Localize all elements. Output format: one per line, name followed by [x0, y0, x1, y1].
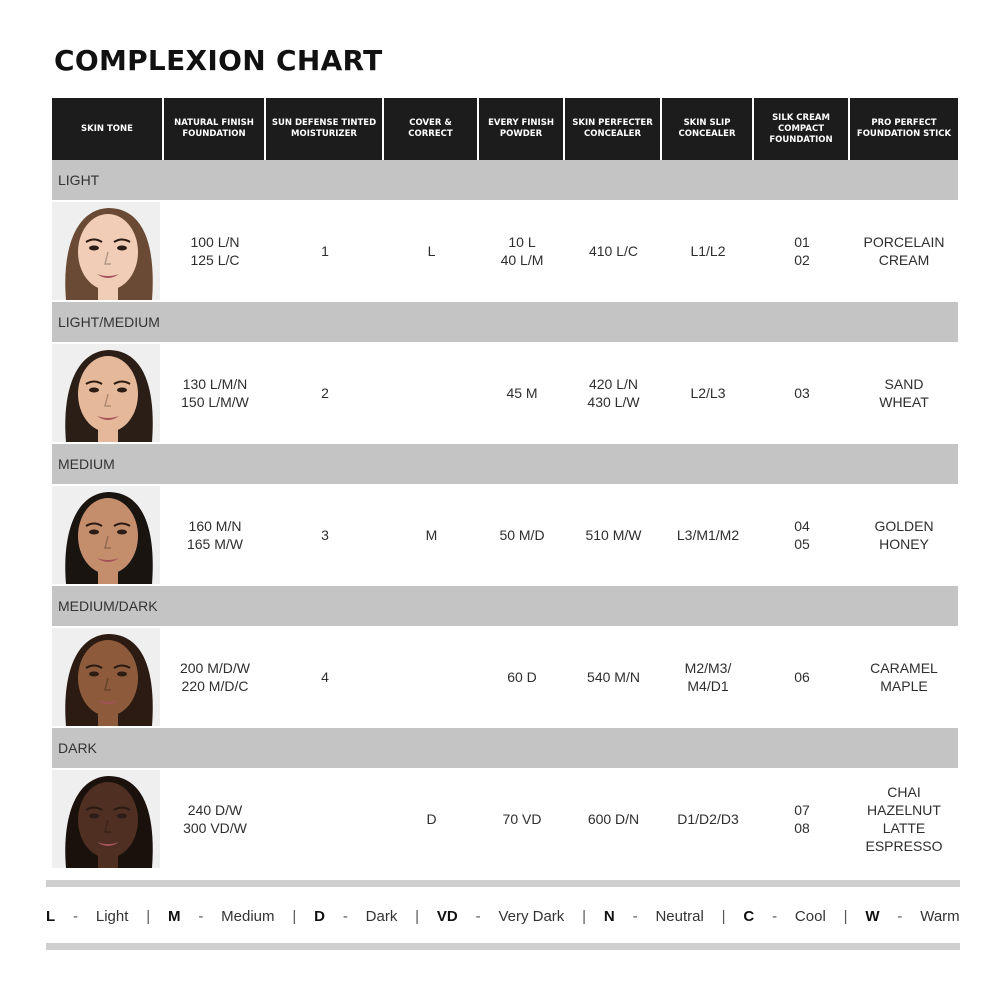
cell-silk-cream-compact-foundation: 01 02 [794, 234, 810, 268]
face-medium-photo [52, 486, 160, 584]
cell-every-finish-powder: 60 D [507, 669, 537, 685]
cell-skin-perfecter-concealer: 510 M/W [585, 527, 642, 543]
header-natural-finish-foundation: NATURAL FINISH FOUNDATION [164, 98, 266, 160]
cell-natural-finish-foundation: 100 L/N 125 L/C [190, 234, 240, 268]
legend-top-rule [46, 880, 960, 887]
legend-separator: | [146, 907, 151, 925]
cell-skin-slip-concealer: L3/M1/M2 [676, 527, 740, 543]
cell-skin-slip-concealer: L2/L3 [690, 385, 726, 401]
cell-cover-and-correct [384, 626, 479, 728]
cell-skin-perfecter-concealer: 540 M/N [587, 669, 640, 685]
group-label-light-medium: LIGHT/MEDIUM [52, 302, 958, 342]
legend-value: Cool [794, 907, 826, 925]
skin-tone-photo-cell [52, 484, 164, 586]
cell-sun-defense-tinted-moisturizer: 3 [321, 527, 329, 543]
table-row [52, 626, 958, 728]
cell-natural-finish-foundation: 200 M/D/W 220 M/D/C [179, 660, 250, 694]
cell-skin-slip-concealer: M2/M3/ M4/D1 [684, 660, 732, 694]
skin-tone-photo-cell [52, 626, 164, 728]
page-title: COMPLEXION CHART [54, 44, 383, 77]
legend-dash: - [897, 907, 903, 925]
legend-bottom-rule [46, 943, 960, 950]
face-medium-dark-photo [52, 628, 160, 726]
header-pro-perfect-foundation-stick: PRO PERFECT FOUNDATION STICK [850, 98, 958, 160]
cell-natural-finish-foundation: 160 M/N 165 M/W [186, 518, 243, 552]
header-skin-slip-concealer: SKIN SLIP CONCEALER [662, 98, 754, 160]
legend-dash: - [632, 907, 638, 925]
legend-value: Light [95, 907, 129, 925]
skin-tone-photo-cell [52, 768, 164, 870]
header-sun-defense-tinted-moisturizer: SUN DEFENSE TINTED MOISTURIZER [266, 98, 384, 160]
legend-value: Neutral [655, 907, 704, 925]
header-skin-perfecter-concealer: SKIN PERFECTER CONCEALER [565, 98, 662, 160]
legend-key: VD [436, 907, 458, 925]
group-label-light: LIGHT [52, 160, 958, 200]
legend-key: C [743, 907, 755, 925]
legend-separator: | [843, 907, 848, 925]
legend-value: Warm [920, 907, 960, 925]
legend-separator: | [721, 907, 726, 925]
table-row [52, 200, 958, 302]
face-light-photo [52, 202, 160, 300]
table-body [52, 160, 958, 870]
header-skin-tone: SKIN TONE [52, 98, 164, 160]
cell-silk-cream-compact-foundation: 03 [794, 385, 810, 401]
legend-separator: | [415, 907, 420, 925]
cell-skin-slip-concealer: D1/D2/D3 [677, 811, 739, 827]
cell-every-finish-powder: 70 VD [502, 811, 542, 827]
cell-pro-perfect-foundation-stick: PORCELAIN CREAM [863, 234, 945, 268]
skin-tone-photo-cell [52, 342, 164, 444]
cell-pro-perfect-foundation-stick: GOLDEN HONEY [874, 518, 934, 552]
table-row [52, 768, 958, 870]
legend-value: Dark [365, 907, 398, 925]
cell-pro-perfect-foundation-stick: SAND WHEAT [879, 376, 929, 410]
table-row [52, 342, 958, 444]
legend-dash: - [475, 907, 481, 925]
group-label-dark: DARK [52, 728, 958, 768]
legend-key: D [314, 907, 325, 925]
cell-pro-perfect-foundation-stick: CHAI HAZELNUT LATTE ESPRESSO [865, 784, 943, 854]
cell-natural-finish-foundation: 240 D/W 300 VD/W [183, 802, 247, 836]
cell-cover-and-correct: M [425, 527, 438, 543]
cell-every-finish-powder: 50 M/D [499, 527, 545, 543]
header-every-finish-powder: EVERY FINISH POWDER [479, 98, 565, 160]
legend-key: M [167, 907, 181, 925]
legend-separator: | [292, 907, 297, 925]
cell-skin-perfecter-concealer: 600 D/N [587, 811, 640, 827]
legend-dash: - [73, 907, 79, 925]
cell-skin-slip-concealer: L1/L2 [690, 243, 726, 259]
legend-dash: - [772, 907, 778, 925]
table-row [52, 484, 958, 586]
cell-sun-defense-tinted-moisturizer: 1 [321, 243, 329, 259]
face-dark-photo [52, 770, 160, 868]
legend-key: W [865, 907, 880, 925]
cell-sun-defense-tinted-moisturizer [266, 768, 384, 870]
cell-skin-perfecter-concealer: 410 L/C [588, 243, 639, 259]
legend-separator: | [582, 907, 587, 925]
group-label-medium-dark: MEDIUM/DARK [52, 586, 958, 626]
legend-value: Medium [221, 907, 275, 925]
cell-silk-cream-compact-foundation: 04 05 [794, 518, 810, 552]
cell-cover-and-correct: L [427, 243, 436, 259]
cell-cover-and-correct: D [426, 811, 437, 827]
legend [46, 904, 960, 928]
legend-dash: - [342, 907, 348, 925]
table-header [52, 98, 958, 160]
legend-dash: - [198, 907, 204, 925]
cell-every-finish-powder: 10 L 40 L/M [500, 234, 544, 268]
group-label-medium: MEDIUM [52, 444, 958, 484]
cell-natural-finish-foundation: 130 L/M/N 150 L/M/W [181, 376, 249, 410]
cell-skin-perfecter-concealer: 420 L/N 430 L/W [587, 376, 640, 410]
face-light-medium-photo [52, 344, 160, 442]
legend-value: Very Dark [498, 907, 565, 925]
header-silk-cream-compact-foundation: SILK CREAM COMPACT FOUNDATION [754, 98, 850, 160]
legend-key: N [603, 907, 615, 925]
cell-sun-defense-tinted-moisturizer: 2 [321, 385, 329, 401]
legend-key: L [46, 907, 56, 925]
cell-silk-cream-compact-foundation: 07 08 [794, 802, 810, 836]
header-cover-and-correct: COVER & CORRECT [384, 98, 479, 160]
cell-every-finish-powder: 45 M [506, 385, 538, 401]
skin-tone-photo-cell [52, 200, 164, 302]
cell-silk-cream-compact-foundation: 06 [794, 669, 810, 685]
complexion-table [52, 98, 958, 870]
cell-pro-perfect-foundation-stick: CARAMEL MAPLE [870, 660, 938, 694]
cell-cover-and-correct [384, 342, 479, 444]
cell-sun-defense-tinted-moisturizer: 4 [321, 669, 329, 685]
